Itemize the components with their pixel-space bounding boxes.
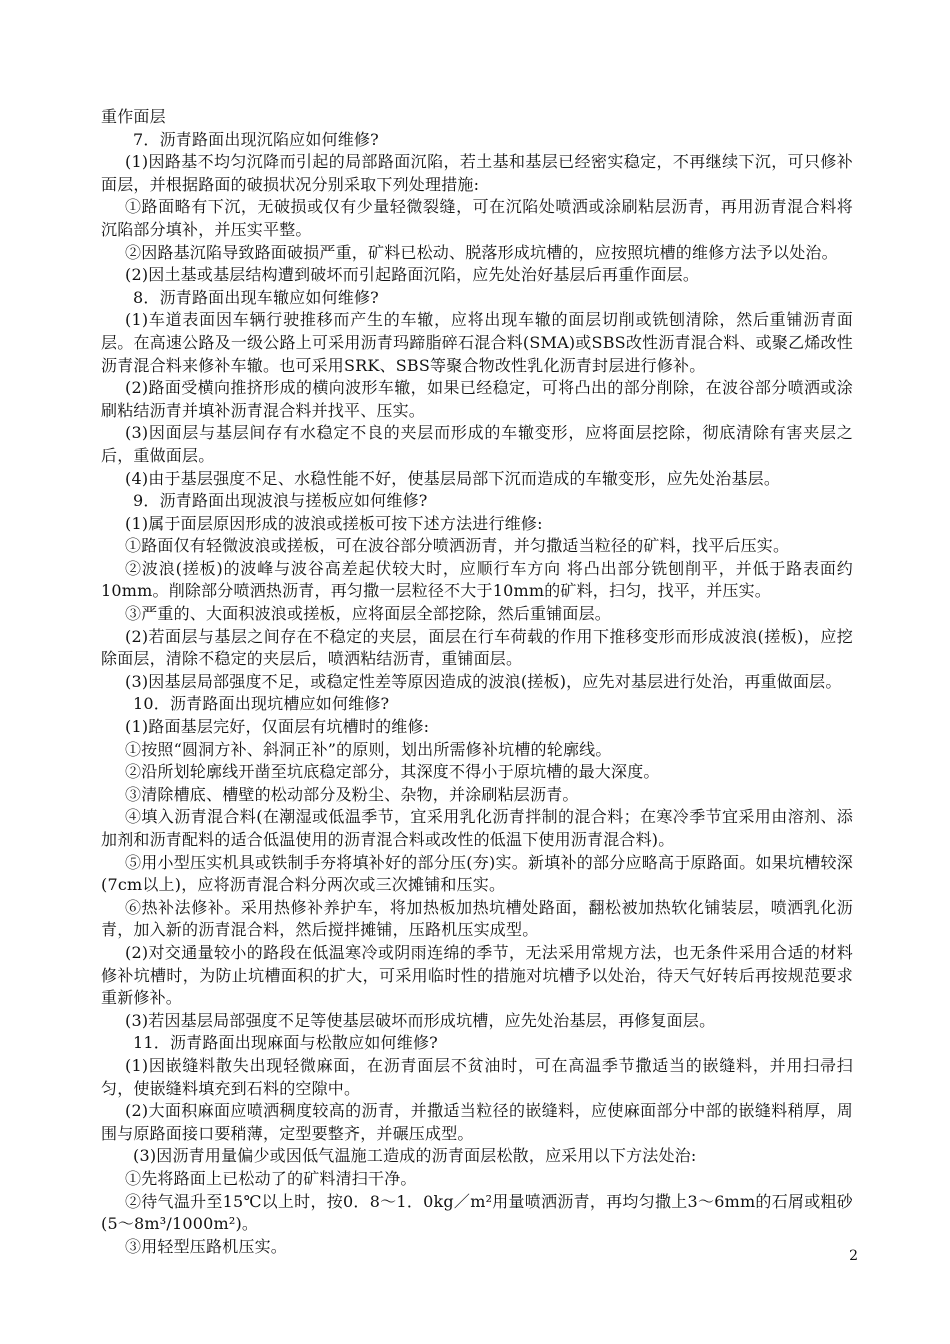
paragraph: (2)对交通量较小的路段在低温寒冷或阴雨连绵的季节，无法采用常规方法，也无条件采用合适的材料修补坑槽时，为防止坑槽面积的扩大，可采用临时性的措施对坑槽予以处治，待天气好转后再按规范要求重新修补。 [101,942,853,1008]
paragraph: ①路面仅有轻微波浪或搓板，可在波谷部分喷洒沥青，并匀撒适当粒径的矿料，找平后压实。 [125,536,790,556]
paragraph: 9．沥青路面出现波浪与搓板应如何维修? [133,491,428,511]
paragraph: ④填入沥青混合料(在潮湿或低温季节，宜采用乳化沥青拌制的混合料；在寒冷季节宜采用由溶剂、添加剂和沥青配料的适合低温使用的沥青混合料或改性的低温下使用沥青混合料)。 [101,807,853,849]
paragraph: ③用轻型压路机压实。 [125,1236,288,1256]
paragraph: (2)路面受横向推挤形成的横向波形车辙，如果已经稳定，可将凸出的部分削除，在波谷部分喷洒或涂刷粘结沥青并填补沥青混合料并找平、压实。 [101,378,853,420]
paragraph: ③清除槽底、槽壁的松动部分及粉尘、杂物，并涂刷粘层沥青。 [125,784,579,804]
paragraph: (1)路面基层完好，仅面层有坑槽时的维修: [125,717,430,737]
paragraph: ⑤用小型压实机具或铁制手夯将填补好的部分压(夯)实。新填补的部分应略高于原路面。如果坑槽较深(7cm以上)，应将沥青混合料分两次或三次摊铺和压实。 [101,852,853,895]
paragraph: (1)车道表面因车辆行驶推移而产生的车辙，应将出现车辙的面层切削或铣刨清除，然后重铺沥青面层。在高速公路及一级公路上可采用沥青玛蹄脂碎石混合料(SMA)或SBS改性沥青混合料、或聚乙烯改性沥青混合料来修补车辙。也可采用SRK、SBS等聚合物改性乳化沥青封层进行修补。 [101,310,853,375]
paragraph: ①按照“圆洞方补、斜洞正补”的原则，划出所需修补坑槽的轮廓线。 [125,739,612,759]
paragraph: (3)因基层局部强度不足，或稳定性差等原因造成的波浪(搓板)，应先对基层进行处治，再重做面层。 [125,671,842,691]
paragraph: (1)属于面层原因形成的波浪或搓板可按下述方法进行维修: [125,513,543,533]
paragraph: ②波浪(搓板)的波峰与波谷高差起伏较大时，应顺行车方向 将凸出部分铣刨削平，并低于路表面约10mm。削除部分喷洒热沥青，再匀撒一层粒径不大于10mm的矿料，扫匀，找平，并压实。 [101,558,853,601]
page-number: 2 [849,1248,858,1264]
paragraph: ②沿所划轮廓线开凿至坑底稳定部分，其深度不得小于原坑槽的最大深度。 [125,762,660,782]
paragraph: (2)若面层与基层之间存在不稳定的夹层，面层在行车荷载的作用下推移变形而形成波浪(搓板)，应挖除面层，清除不稳定的夹层后，喷洒粘结沥青，重铺面层。 [101,626,853,669]
paragraph: (2)大面积麻面应喷洒稠度较高的沥青，并撒适当粒径的嵌缝料，应使麻面部分中部的嵌缝料稍厚，周围与原路面接口要稍薄，定型要整齐，并碾压成型。 [101,1101,853,1143]
paragraph: (1)因路基不均匀沉降而引起的局部路面沉陷，若土基和基层已经密实稳定，不再继续下沉，可只修补面层，并根据路面的破损状况分别采取下列处理措施: [101,152,853,194]
paragraph: 8．沥青路面出现车辙应如何维修? [133,287,379,307]
paragraph: 7．沥青路面出现沉陷应如何维修? [133,129,379,149]
paragraph: (3)因面层与基层间存有水稳定不良的夹层而形成的车辙变形，应将面层挖除，彻底清除有害夹层之后，重做面层。 [101,423,853,465]
paragraph: ③严重的、大面积波浪或搓板，应将面层全部挖除，然后重铺面层。 [125,604,612,624]
paragraph: 11．沥青路面出现麻面与松散应如何维修? [133,1033,438,1053]
paragraph: (3)因沥青用量偏少或因低气温施工造成的沥青面层松散，应采用以下方法处治: [133,1146,697,1166]
paragraph: 重作面层 [101,107,166,126]
paragraph: ⑥热补法修补。采用热修补养护车，将加热板加热坑槽处路面，翻松被加热软化铺装层，喷洒乳化沥青，加入新的沥青混合料，然后搅拌摊铺，压路机压实成型。 [101,897,853,940]
paragraph: ①路面略有下沉，无破损或仅有少量轻微裂缝，可在沉陷处喷洒或涂刷粘层沥青，再用沥青混合料将沉陷部分填补，并压实平整。 [101,197,853,239]
paragraph: ②待气温升至15℃以上时，按0．8～1．0kg／m²用量喷洒沥青，再均匀撒上3～6mm的石屑或粗砂(5～8m³/1000m²)。 [101,1191,853,1234]
paragraph: (4)由于基层强度不足、水稳性能不好，使基层局部下沉而造成的车辙变形，应先处治基层。 [125,468,781,488]
document-body [101,106,853,1258]
paragraph: (2)因土基或基层结构遭到破坏而引起路面沉陷，应先处治好基层后再重作面层。 [125,265,700,285]
paragraph: (3)若因基层局部强度不足等使基层破坏而形成坑槽，应先处治基层，再修复面层。 [125,1010,716,1030]
paragraph: ①先将路面上已松动了的矿料清扫干净。 [125,1168,417,1188]
paragraph: (1)因嵌缝料散失出现轻微麻面，在沥青面层不贫油时，可在高温季节撒适当的嵌缝料，并用扫帚扫匀，使嵌缝料填充到石料的空隙中。 [101,1055,853,1098]
paragraph: 10．沥青路面出现坑槽应如何维修? [133,694,390,714]
paragraph: ②因路基沉陷导致路面破损严重，矿料已松动、脱落形成坑槽的，应按照坑槽的维修方法予以处治。 [125,242,838,262]
